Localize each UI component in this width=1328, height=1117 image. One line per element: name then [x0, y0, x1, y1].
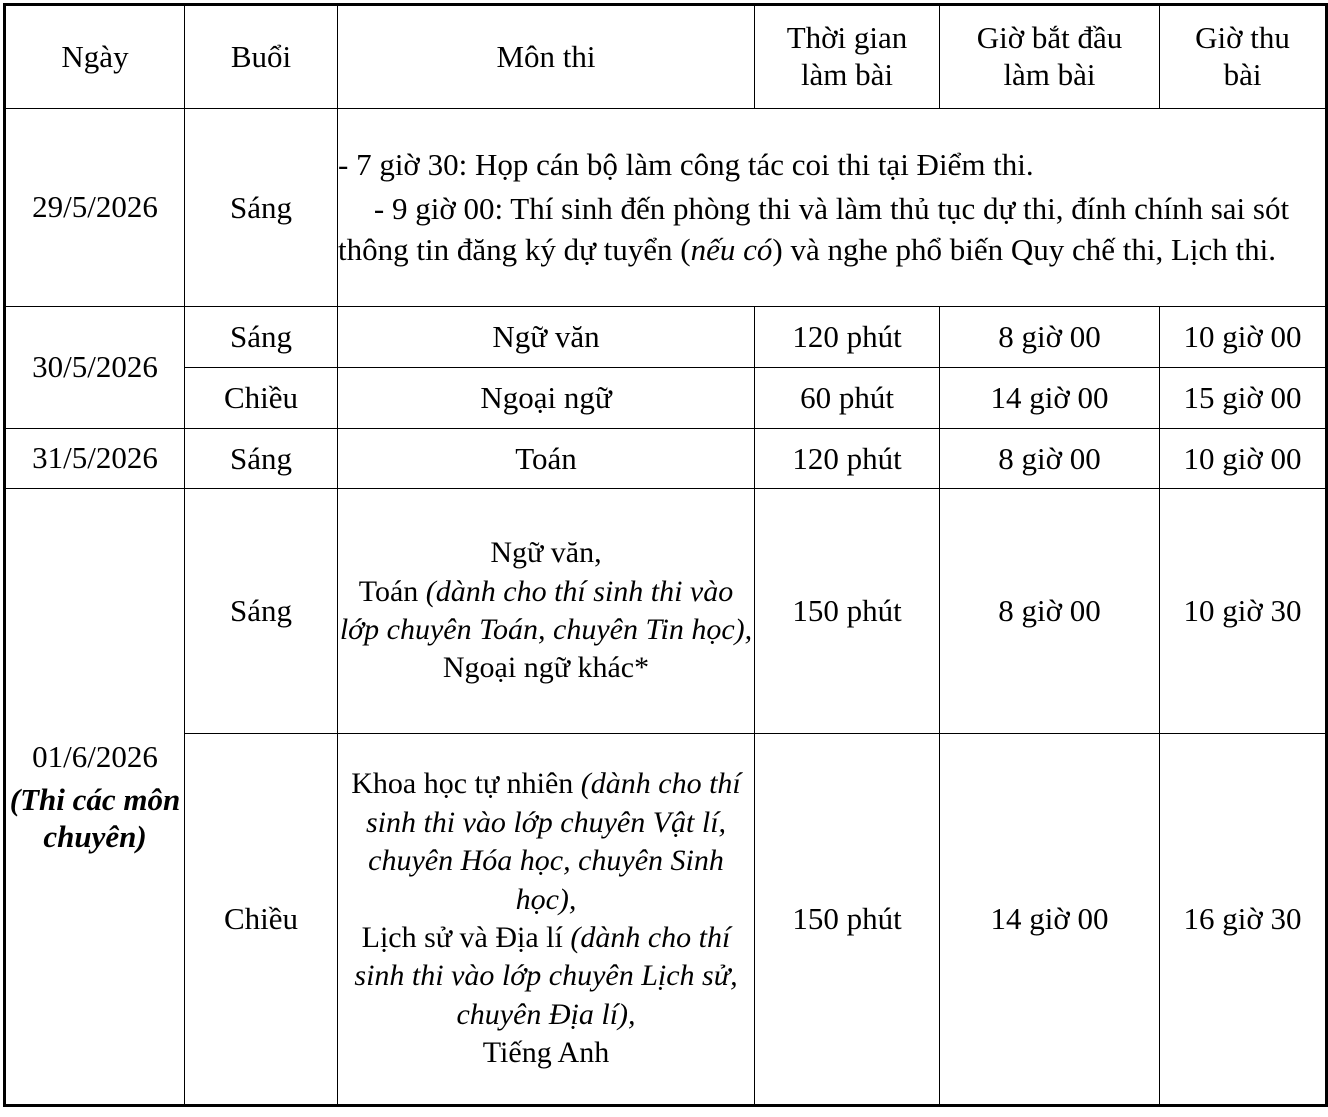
cell-collect-30-5-sang: 10 giờ 00: [1160, 307, 1327, 368]
column-header-thoi-gian-lam-bai: [755, 5, 940, 109]
cell-session-01-6-sang: Sáng: [185, 489, 338, 734]
cell-subject-01-6-sang: [338, 489, 755, 734]
note-line-2-part-a: - 9 giờ 00: Thí sinh đến phòng thi và làm thủ tục dự thi, đính chính sai sót thông tin đăng ký dự tuyển (: [338, 190, 1290, 268]
column-header-gio-thu-bai-line1: Giờ thu: [1195, 20, 1290, 56]
note-line-1: - 7 giờ 30: Họp cán bộ làm công tác coi thi tại Điểm thi.: [338, 147, 1034, 183]
table-header: [5, 5, 1327, 109]
cell-date-30-5: 30/5/2026: [5, 307, 185, 429]
cell-start-01-6-chieu: 14 giờ 00: [940, 734, 1160, 1106]
cell-collect-31-5: 10 giờ 00: [1160, 429, 1327, 489]
subject-line-1: Ngữ văn,: [490, 536, 602, 570]
cell-date-29-5: 29/5/2026: [5, 109, 185, 307]
subject-line-2: [338, 919, 754, 1034]
table-row: [5, 368, 1327, 429]
cell-start-30-5-chieu: 14 giờ 00: [940, 368, 1160, 429]
cell-subject-31-5: Toán: [338, 429, 755, 489]
date-main-01-6: 01/6/2026: [32, 738, 158, 774]
column-header-gio-thu-bai-line2: bài: [1223, 57, 1262, 92]
column-header-gio-bat-dau-lam-bai: [940, 5, 1160, 109]
column-header-gio-bat-dau-line2: làm bài: [1003, 57, 1096, 92]
column-header-mon-thi: Môn thi: [338, 5, 755, 109]
note-line-2-part-b: ) và nghe phổ biến Quy chế thi, Lịch thi.: [772, 232, 1277, 268]
subject-line-2-plain: Lịch sử và Địa lí: [361, 921, 571, 954]
cell-note-29-5: [338, 109, 1327, 307]
cell-session-30-5-chieu: Chiều: [185, 368, 338, 429]
cell-date-31-5: 31/5/2026: [5, 429, 185, 489]
cell-duration-30-5-sang: 120 phút: [755, 307, 940, 368]
subject-line-2-italic: (dành cho thí sinh thi vào lớp chuyên Toán, chuyên Tin học),: [339, 574, 753, 646]
table-row: [5, 429, 1327, 489]
cell-start-31-5: 8 giờ 00: [940, 429, 1160, 489]
cell-start-01-6-sang: 8 giờ 00: [940, 489, 1160, 734]
cell-collect-30-5-chieu: 15 giờ 00: [1160, 368, 1327, 429]
subject-line-2-plain: Toán: [358, 574, 426, 608]
cell-session-31-5: Sáng: [185, 429, 338, 489]
column-header-thoi-gian-line1: Thời gian: [786, 20, 908, 56]
subject-line-3: Ngoại ngữ khác*: [442, 651, 650, 685]
cell-start-30-5-sang: 8 giờ 00: [940, 307, 1160, 368]
cell-duration-30-5-chieu: 60 phút: [755, 368, 940, 429]
cell-duration-31-5: 120 phút: [755, 429, 940, 489]
cell-subject-30-5-chieu: Ngoại ngữ: [338, 368, 755, 429]
note-line-2: [338, 188, 1325, 271]
column-header-ngay: Ngày: [5, 5, 185, 109]
cell-duration-01-6-chieu: 150 phút: [755, 734, 940, 1106]
cell-collect-01-6-sang: 10 giờ 30: [1160, 489, 1327, 734]
subject-line-3: Tiếng Anh: [482, 1036, 610, 1070]
subject-line-2-italic: (dành cho thí sinh thi vào lớp chuyên Lịch sử, chuyên Địa lí),: [354, 921, 738, 1031]
cell-session-30-5-sang: Sáng: [185, 307, 338, 368]
table-row: [5, 734, 1327, 1106]
cell-session-29-5: Sáng: [185, 109, 338, 307]
column-header-gio-bat-dau-line1: Giờ bắt đầu: [976, 20, 1123, 56]
cell-date-01-6: [5, 489, 185, 1106]
exam-schedule-table: [3, 3, 1328, 1107]
cell-subject-30-5-sang: Ngữ văn: [338, 307, 755, 368]
subject-line-2: [338, 573, 754, 650]
date-subtitle-01-6: (Thi các môn chuyên): [9, 781, 181, 854]
column-header-buoi: Buổi: [185, 5, 338, 109]
table-row: [5, 109, 1327, 307]
column-header-gio-thu-bai: [1160, 5, 1327, 109]
table-row: [5, 489, 1327, 734]
cell-session-01-6-chieu: Chiều: [185, 734, 338, 1106]
table-body: [5, 109, 1327, 1106]
subject-line-1-italic: (dành cho thí sinh thi vào lớp chuyên Vật lí, chuyên Hóa học, chuyên Sinh học),: [365, 767, 741, 916]
table-row: [5, 307, 1327, 368]
subject-line-1-plain: Khoa học tự nhiên: [351, 767, 581, 801]
cell-collect-01-6-chieu: 16 giờ 30: [1160, 734, 1327, 1106]
cell-subject-01-6-chieu: [338, 734, 755, 1106]
subject-line-1: [338, 765, 754, 919]
note-line-2-italic: nếu có: [690, 232, 773, 268]
cell-duration-01-6-sang: 150 phút: [755, 489, 940, 734]
column-header-thoi-gian-line2: làm bài: [800, 57, 894, 92]
